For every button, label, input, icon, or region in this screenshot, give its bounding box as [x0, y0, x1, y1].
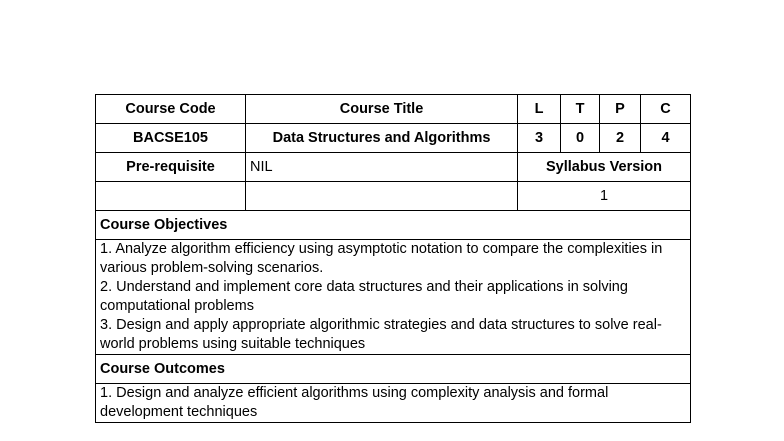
empty-cell-1 — [96, 182, 246, 211]
practical-header: P — [600, 95, 641, 124]
outcome-item: 1. Design and analyze efficient algorithms using complexity analysis and formal development techniques — [100, 385, 609, 420]
lecture-header: L — [518, 95, 561, 124]
course-title: Data Structures and Algorithms — [246, 124, 518, 153]
tutorial-header: T — [561, 95, 600, 124]
outcomes-list — [96, 384, 691, 423]
objectives-row — [96, 240, 691, 355]
credits: 4 — [641, 124, 691, 153]
course-code: BACSE105 — [96, 124, 246, 153]
course-row — [96, 124, 691, 153]
empty-cell-2 — [246, 182, 518, 211]
course-title-header: Course Title — [246, 95, 518, 124]
objectives-title-row — [96, 211, 691, 240]
syllabus-version-value: 1 — [518, 182, 691, 211]
lecture-hours: 3 — [518, 124, 561, 153]
practical-hours: 2 — [600, 124, 641, 153]
objective-item: 1. Analyze algorithm efficiency using asymptotic notation to compare the complexities in various problem-solving scenarios. — [100, 241, 663, 276]
objective-item: 2. Understand and implement core data structures and their applications in solving computational problems — [100, 279, 628, 314]
objectives-list — [96, 240, 691, 355]
outcomes-row — [96, 384, 691, 423]
syllabus-version-label: Syllabus Version — [518, 153, 691, 182]
prerequisite-label: Pre-requisite — [96, 153, 246, 182]
prerequisite-value: NIL — [246, 153, 518, 182]
header-row — [96, 95, 691, 124]
course-syllabus-table — [95, 94, 691, 423]
objective-item: 3. Design and apply appropriate algorithmic strategies and data structures to solve real-world problems using suitable techniques — [100, 317, 662, 352]
tutorial-hours: 0 — [561, 124, 600, 153]
course-code-header: Course Code — [96, 95, 246, 124]
objectives-title: Course Objectives — [96, 211, 691, 240]
credits-header: C — [641, 95, 691, 124]
prerequisite-row — [96, 153, 691, 182]
outcomes-title-row — [96, 355, 691, 384]
version-row — [96, 182, 691, 211]
outcomes-title: Course Outcomes — [96, 355, 691, 384]
